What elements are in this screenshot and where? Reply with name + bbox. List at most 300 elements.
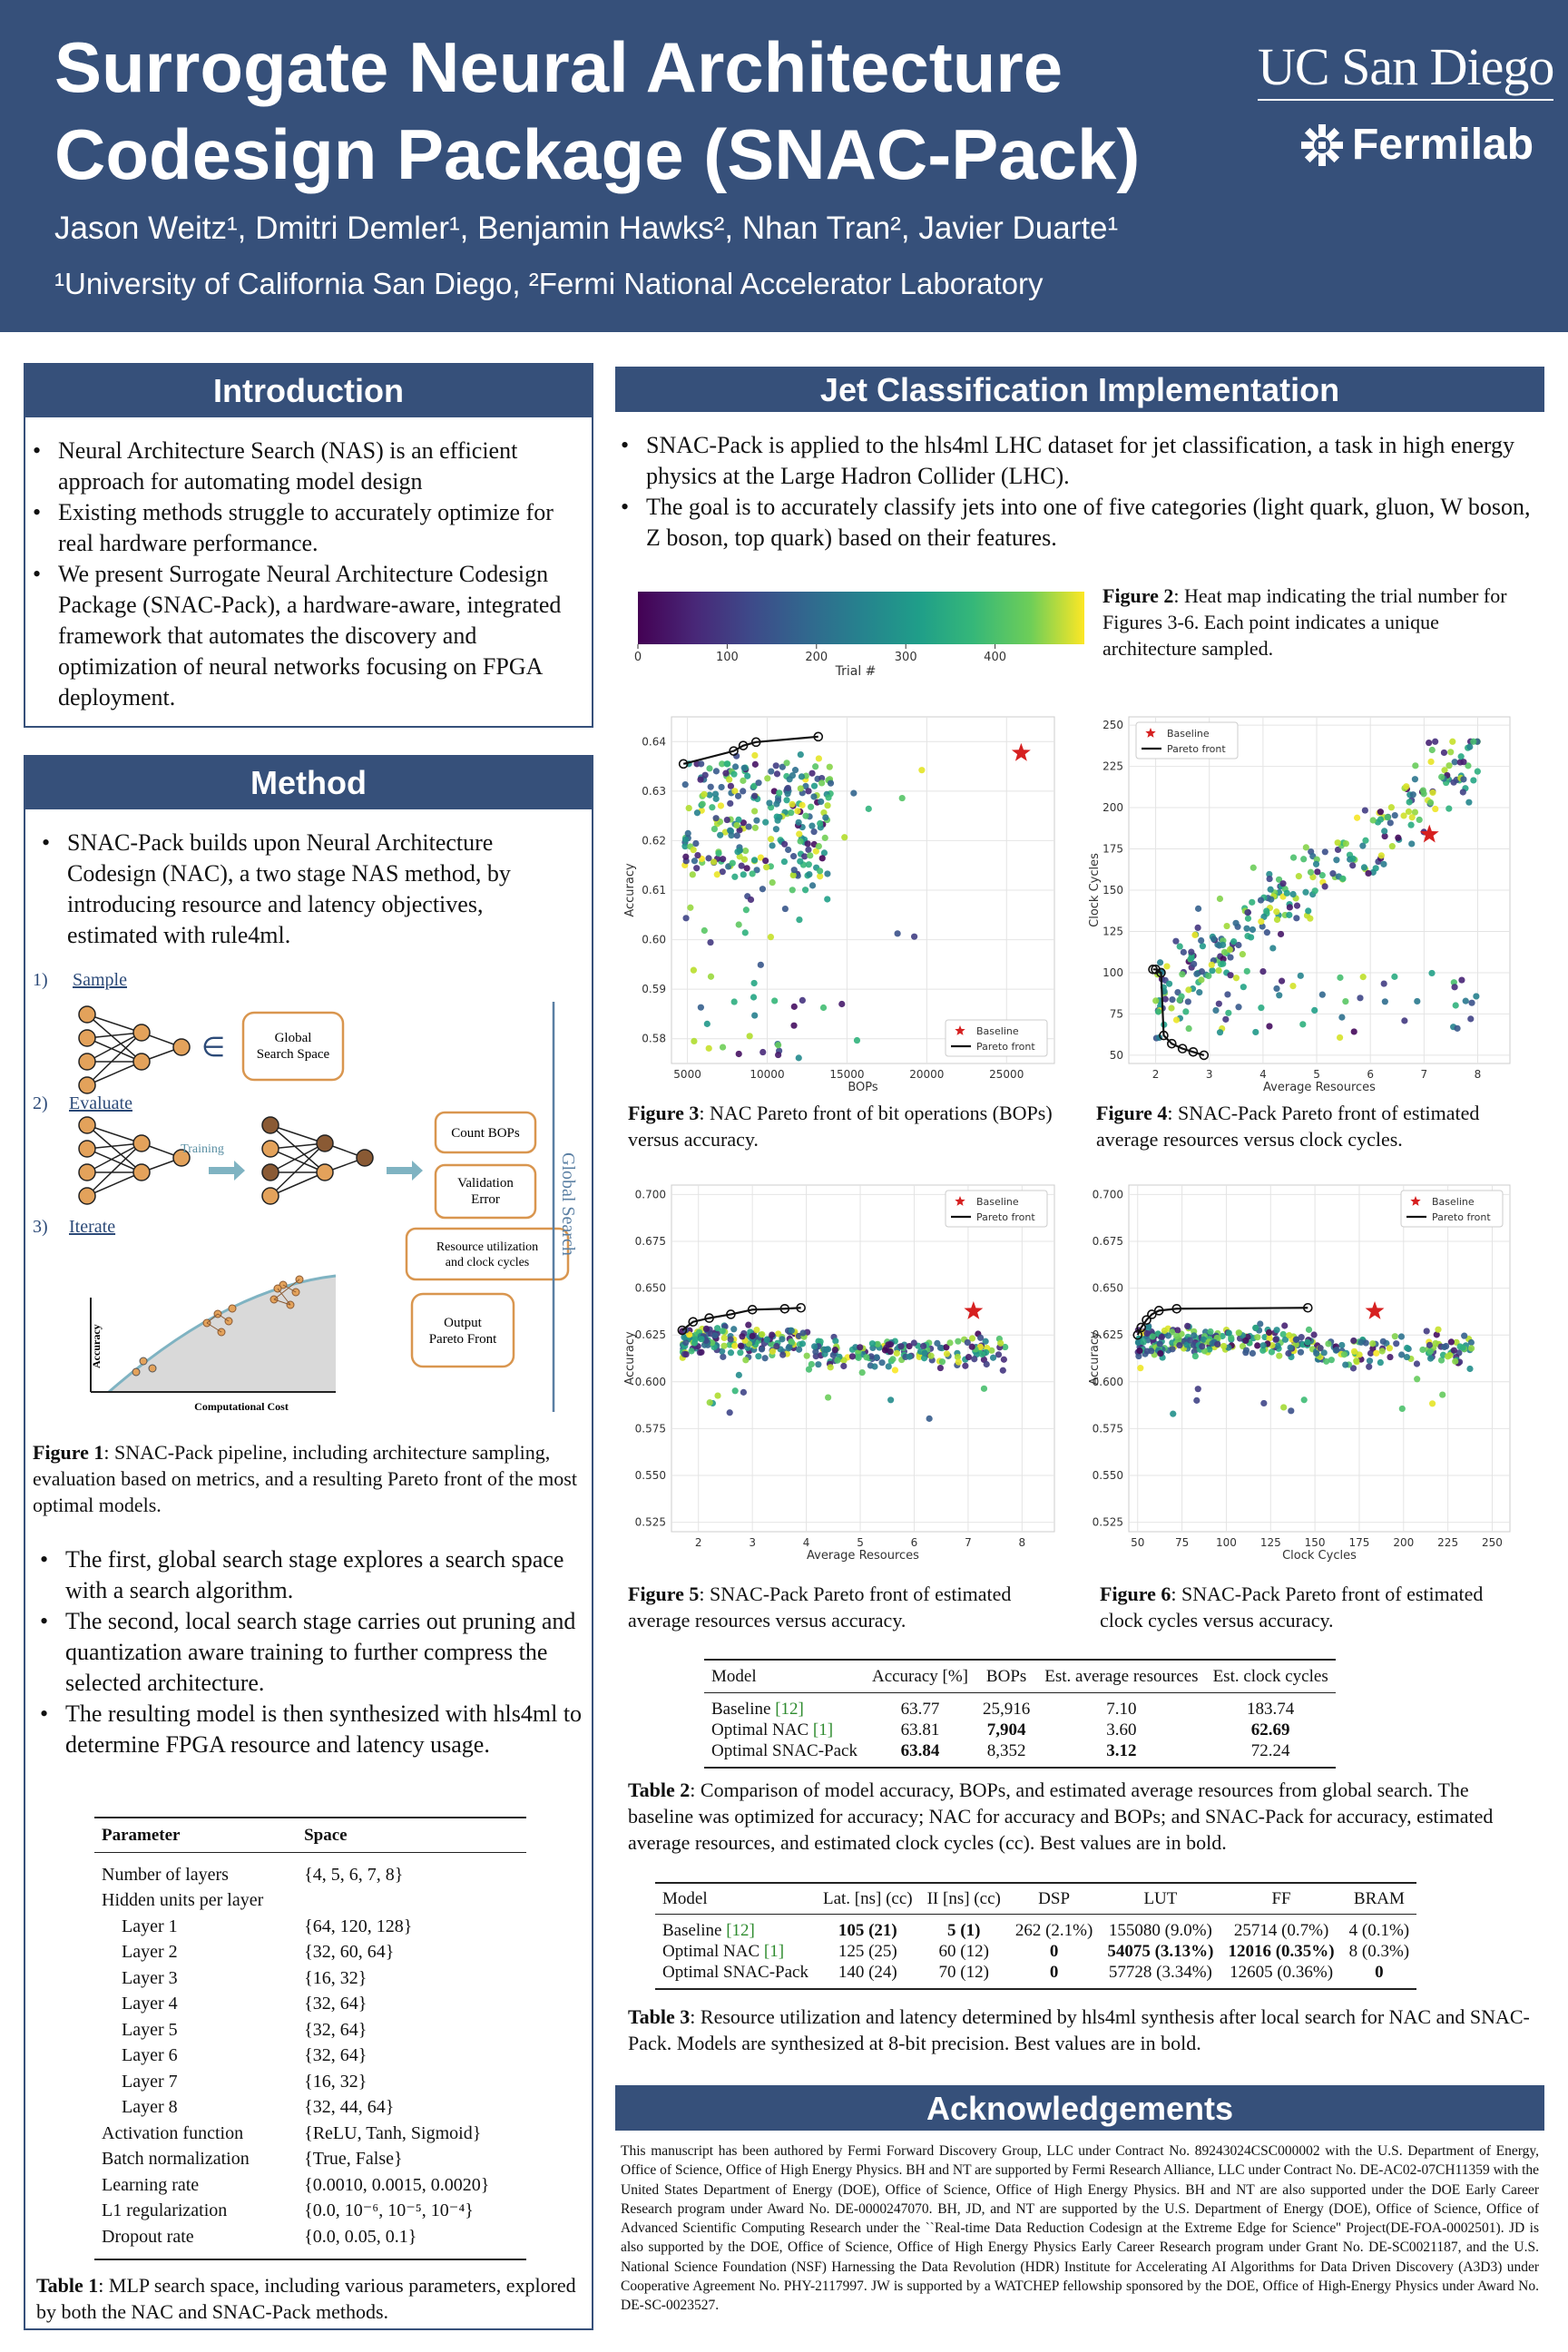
table-cell-value: 60 (12) (938, 1941, 989, 1961)
table-row (655, 1941, 1416, 1962)
x-tick-label: 200 (1393, 1536, 1415, 1549)
y-axis-label: Clock Cycles (1088, 853, 1102, 927)
scatter-point (1148, 1348, 1154, 1354)
scatter-point (1333, 857, 1339, 863)
scatter-point (1212, 1007, 1219, 1014)
chart-legend (946, 1020, 1047, 1056)
scatter-point (752, 761, 759, 768)
figure-2-caption (1102, 583, 1531, 662)
colorbar-tick-label: 200 (805, 651, 828, 664)
x-tick-label: 5000 (673, 1068, 701, 1081)
scatter-point (1285, 1350, 1291, 1357)
scatter-point (1319, 992, 1326, 998)
x-tick-label: 10000 (750, 1068, 785, 1081)
scatter-point (730, 771, 737, 778)
table-row (704, 1720, 1336, 1740)
scatter-point (714, 1392, 720, 1398)
scatter-point (825, 1346, 831, 1352)
scatter-point (1341, 1351, 1348, 1357)
scatter-point (768, 768, 774, 774)
scatter-point (1313, 861, 1319, 867)
jet-bullets (617, 430, 1535, 554)
legend-label: Baseline (976, 1025, 1019, 1037)
table-cell-value: 3.60 (1106, 1720, 1137, 1740)
scatter-point (1276, 1353, 1282, 1359)
scatter-point (1353, 1357, 1359, 1364)
scatter-point (1174, 1327, 1181, 1333)
table-3-caption (628, 2004, 1535, 2056)
scatter-point (703, 1326, 710, 1332)
table-2-header: Est. clock cycles (1212, 1666, 1328, 1686)
scatter-point (791, 867, 798, 873)
x-tick-label: 5 (857, 1536, 864, 1549)
scatter-point (1196, 989, 1202, 995)
x-tick-label: 20000 (909, 1068, 945, 1081)
scatter-point (720, 1328, 726, 1334)
scatter-point (939, 1358, 946, 1365)
citation-link[interactable]: [12] (726, 1920, 755, 1940)
x-tick-label: 15000 (829, 1068, 865, 1081)
list-item: • The goal is to accurately classify jets into one of five categories (light quark, gluon, W boson, Z boson, top quark) based on their features. (617, 492, 1535, 554)
scatter-point (1304, 1339, 1310, 1346)
colorbar-tick-label: 0 (633, 651, 642, 664)
global-search-space-box (243, 1013, 343, 1080)
scatter-point (1176, 1342, 1182, 1348)
scatter-point (766, 799, 772, 806)
scatter-point (1409, 814, 1416, 820)
method-heading: Method (25, 757, 592, 809)
scatter-point (808, 804, 814, 810)
scatter-point (1373, 1350, 1379, 1357)
validation-error-label: Validation Error (457, 1176, 514, 1207)
scatter-point (850, 790, 857, 797)
y-axis-label: Accuracy (623, 863, 637, 917)
element-of-symbol: ∈ (201, 1032, 226, 1063)
table-cell (865, 1720, 975, 1740)
scatter-point (1475, 769, 1481, 775)
scatter-point (1273, 985, 1279, 992)
scatter-point (1318, 1345, 1324, 1351)
table-row (94, 2224, 526, 2260)
scatter-point (799, 997, 806, 1004)
table-2-body (704, 1692, 1336, 1768)
scatter-point (701, 927, 708, 934)
scatter-point (774, 818, 780, 824)
validation-error-box (436, 1165, 535, 1218)
scatter-point (811, 1343, 818, 1349)
scatter-point (738, 1343, 744, 1349)
scatter-point (727, 800, 733, 807)
ucsd-logo: UC San Diego (1258, 36, 1553, 101)
scatter-point (1452, 1358, 1458, 1365)
scatter-point (688, 1348, 694, 1354)
table-cell-value: Baseline (711, 1699, 771, 1719)
scatter-point (811, 783, 818, 789)
scatter-point (1216, 1001, 1222, 1007)
scatter-point (1217, 896, 1223, 902)
table-1-header-parameter: Parameter (102, 1825, 181, 1845)
scatter-point (682, 781, 689, 788)
scatter-point (1312, 887, 1318, 894)
scatter-point (804, 1353, 810, 1359)
scatter-point (1427, 1356, 1434, 1362)
scatter-point (1301, 1396, 1308, 1403)
scatter-point (796, 1347, 802, 1353)
scatter-point (1467, 1015, 1474, 1022)
scatter-point (854, 1037, 860, 1044)
figure-3-caption (628, 1100, 1054, 1152)
scatter-point (722, 770, 729, 777)
scatter-point (698, 1336, 704, 1342)
scatter-point (1260, 1400, 1267, 1406)
scatter-point (1412, 776, 1418, 782)
table-cell (1037, 1720, 1205, 1740)
scatter-point (1272, 1337, 1279, 1343)
scatter-point (1398, 1351, 1405, 1357)
scatter-point (720, 1044, 726, 1050)
y-tick-label: 0.550 (1092, 1469, 1123, 1483)
step-3-number: 3) (33, 1217, 48, 1237)
table-cell-value: Optimal SNAC-Pack (711, 1740, 858, 1760)
scatter-point (1248, 934, 1254, 940)
scatter-point (1342, 1361, 1348, 1367)
scatter-point (1242, 1338, 1249, 1344)
scatter-point (1427, 799, 1434, 806)
scatter-point (1307, 916, 1313, 922)
y-axis-label: Accuracy (623, 1331, 637, 1386)
scatter-point (789, 772, 796, 779)
x-tick-label: 6 (1367, 1068, 1375, 1081)
scatter-point (1302, 889, 1308, 896)
scatter-point (693, 865, 700, 871)
table-3-label: Table 3 (628, 2005, 691, 2028)
table-cell (1100, 1914, 1220, 1941)
scatter-point (1205, 973, 1211, 979)
y-tick-label: 0.600 (634, 1375, 666, 1388)
x-tick-label: 4 (802, 1536, 810, 1549)
scatter-point (824, 870, 830, 877)
y-tick-label: 250 (1102, 719, 1123, 732)
scatter-point (927, 1353, 934, 1359)
scatter-point (1259, 968, 1266, 975)
scatter-point (736, 1372, 742, 1378)
scatter-point (746, 823, 752, 829)
y-tick-label: 0.64 (642, 735, 666, 749)
scatter-point (1284, 890, 1290, 897)
citation-link[interactable]: [1] (763, 1941, 785, 1961)
scatter-point (740, 871, 747, 877)
scatter-point (759, 1346, 765, 1352)
scatter-point (1236, 1329, 1242, 1336)
y-axis-label: Accuracy (1088, 1331, 1102, 1386)
scatter-point (825, 794, 831, 800)
scatter-point (1323, 1358, 1329, 1365)
scatter-point (1280, 1404, 1287, 1410)
scatter-point (1360, 974, 1367, 980)
scatter-point (1380, 1338, 1387, 1345)
table-cell (1008, 1914, 1100, 1941)
scatter-point (1188, 949, 1194, 956)
y-tick-label: 225 (1102, 760, 1123, 773)
scatter-point (1428, 970, 1435, 976)
scatter-point (1260, 1342, 1267, 1348)
scatter-point (1429, 1400, 1436, 1406)
y-tick-label: 0.700 (1092, 1188, 1123, 1201)
table-3-header: LUT (1143, 1888, 1178, 1908)
scatter-point (1173, 1016, 1180, 1023)
table-cell (1037, 1692, 1205, 1720)
chart-legend (1401, 1191, 1503, 1227)
scatter-point (1380, 861, 1387, 867)
table-cell-value: 105 (21) (838, 1920, 897, 1940)
scatter-point (713, 815, 720, 821)
figure-5-label: Figure 5 (628, 1583, 700, 1605)
table-row (94, 2198, 526, 2224)
scatter-point (760, 1049, 766, 1055)
scatter-point (764, 1337, 770, 1343)
y-tick-label: 0.60 (642, 933, 666, 946)
table-cell-value: 125 (25) (838, 1941, 897, 1961)
figure-4-caption (1096, 1100, 1523, 1152)
scatter-point (1252, 1325, 1259, 1331)
method-bullets-bottom (36, 1544, 583, 1760)
scatter-point (1322, 848, 1328, 855)
scatter-point (1207, 1328, 1213, 1335)
figure-4-text: : SNAC-Pack Pareto front of estimated average resources versus clock cycles. (1096, 1102, 1480, 1151)
scatter-point (748, 897, 754, 903)
scatter-point (1373, 865, 1379, 871)
scatter-point (736, 1051, 742, 1057)
scatter-point (816, 843, 822, 849)
affiliations: ¹University of California San Diego, ²Fermi National Accelerator Laboratory (54, 267, 1044, 300)
table-cell-value: 5 (1) (947, 1920, 981, 1940)
scatter-point (1290, 855, 1297, 861)
scatter-point (1240, 951, 1246, 957)
scatter-point (887, 1396, 894, 1403)
scatter-point (965, 1354, 972, 1360)
table-2-header: BOPs (985, 1666, 1027, 1686)
table-cell: Hidden units per layer (102, 1890, 264, 1910)
scatter-point (789, 801, 795, 808)
y-tick-label: 0.700 (634, 1188, 666, 1201)
y-tick-label: 0.525 (634, 1515, 666, 1529)
scatter-point (799, 1329, 806, 1336)
table-cell-value: 4 (0.1%) (1348, 1920, 1410, 1940)
scatter-point (730, 860, 736, 867)
table-1-text: : MLP search space, including various parameters, explored by both the NAC and SNAC-Pack methods. (36, 2274, 576, 2323)
table-row (94, 1939, 526, 1965)
scatter-point (1179, 971, 1185, 977)
legend-label: Pareto front (976, 1211, 1035, 1223)
scatter-point (1365, 870, 1371, 877)
scatter-point (1305, 907, 1311, 914)
table-3-header: BRAM (1353, 1888, 1405, 1908)
scatter-point (1152, 997, 1159, 1004)
figure-6-text: : SNAC-Pack Pareto front of estimated clock cycles versus accuracy. (1100, 1583, 1484, 1632)
scatter-point (956, 1359, 962, 1366)
scatter-point (763, 864, 769, 870)
scatter-point (1157, 1350, 1163, 1357)
scatter-point (984, 1361, 990, 1367)
table-cell (1220, 1914, 1341, 1941)
scatter-point (781, 841, 788, 848)
title-line-1: Surrogate Neural Architecture (54, 27, 1063, 107)
evaluate-arrow-icon (387, 1161, 423, 1181)
table-cell-value: 262 (2.1%) (1014, 1920, 1093, 1940)
scatter-point (937, 1365, 944, 1371)
citation-link[interactable]: [1] (812, 1720, 834, 1740)
scatter-point (1264, 929, 1270, 936)
scatter-point (726, 777, 732, 783)
x-tick-label: 7 (965, 1536, 972, 1549)
scatter-point (1157, 1340, 1163, 1347)
scatter-point (734, 848, 740, 855)
scatter-point (753, 1327, 760, 1333)
scatter-point (1195, 1386, 1201, 1392)
global-search-space-label: Global Search Space (256, 1031, 330, 1062)
scatter-point (1135, 1353, 1142, 1359)
scatter-point (1169, 1346, 1175, 1352)
acknowledgements-panel (615, 2085, 1544, 2336)
scatter-point (1441, 750, 1447, 756)
figure-5-chart (621, 1174, 1062, 1566)
scatter-point (682, 837, 689, 843)
scatter-point (742, 929, 749, 936)
scatter-point (783, 760, 789, 766)
list-item: • SNAC-Pack is applied to the hls4ml LHC dataset for jet classification, a task in high energy physics at the Large Hadron Collider (LHC). (617, 430, 1535, 492)
scatter-point (727, 1409, 733, 1416)
scatter-point (1252, 1029, 1259, 1035)
table-2-caption (628, 1777, 1535, 1856)
table-2-label: Table 2 (628, 1779, 691, 1801)
scatter-point (1266, 1023, 1272, 1029)
scatter-point (724, 817, 730, 823)
x-tick-label: 7 (1420, 1068, 1428, 1081)
table-cell (1220, 1962, 1341, 1989)
scatter-point (1199, 968, 1205, 975)
scatter-point (1224, 991, 1230, 997)
x-tick-label: 6 (910, 1536, 918, 1549)
legend-label: Pareto front (1432, 1211, 1491, 1223)
colorbar-tick-label: 100 (715, 651, 739, 664)
scatter-point (701, 791, 707, 798)
scatter-point (774, 770, 780, 777)
scatter-point (809, 882, 816, 888)
scatter-point (1461, 1333, 1467, 1339)
table-cell (1008, 1962, 1100, 1989)
scatter-point (1293, 915, 1299, 921)
y-tick-label: 200 (1102, 801, 1123, 815)
scatter-point (832, 1338, 838, 1344)
scatter-point (1398, 1333, 1405, 1339)
table-cell: Batch normalization (102, 2149, 250, 2169)
scatter-point (807, 852, 813, 858)
table-cell: Number of layers (102, 1864, 229, 1885)
table-cell: {4, 5, 6, 7, 8} (304, 1864, 404, 1885)
scatter-point (805, 788, 811, 794)
scatter-point (707, 1399, 713, 1406)
scatter-point (1367, 1357, 1373, 1364)
x-tick-label: 50 (1131, 1536, 1145, 1549)
scatter-point (832, 1347, 838, 1353)
scatter-point (1427, 759, 1434, 765)
scatter-point (1427, 1348, 1434, 1355)
scatter-point (1335, 839, 1341, 846)
table-1-header-space: Space (304, 1825, 348, 1845)
scatter-point (712, 1332, 719, 1338)
scatter-point (1209, 967, 1215, 974)
scatter-point (840, 1363, 847, 1369)
y-tick-label: 0.625 (1092, 1328, 1123, 1342)
scatter-point (1466, 1366, 1473, 1372)
table-cell (975, 1740, 1037, 1768)
scatter-point (1470, 777, 1476, 783)
table-cell (816, 1914, 920, 1941)
scatter-point (775, 1052, 781, 1058)
scatter-point (1338, 1342, 1345, 1348)
scatter-point (1349, 862, 1356, 868)
y-tick-label: 0.61 (642, 884, 666, 897)
scatter-point (790, 853, 797, 859)
table-cell: {0.0010, 0.0015, 0.0020} (304, 2174, 490, 2195)
table-cell: Layer 4 (122, 1994, 178, 2014)
scatter-point (1404, 1345, 1410, 1351)
scatter-point (1173, 1333, 1180, 1339)
scatter-point (825, 1394, 831, 1400)
scatter-point (717, 832, 723, 838)
table-cell (816, 1962, 920, 1989)
scatter-point (841, 834, 848, 840)
scatter-point (1159, 1334, 1165, 1340)
scatter-point (731, 1343, 738, 1349)
x-axis-label: BOPs (848, 1081, 878, 1094)
scatter-point (1387, 1345, 1393, 1351)
y-tick-label: 0.525 (1092, 1515, 1123, 1529)
scatter-point (955, 1338, 961, 1345)
citation-link[interactable]: [12] (775, 1699, 804, 1719)
scatter-point (1161, 1328, 1168, 1334)
scatter-point (1447, 749, 1454, 755)
table-row (94, 1914, 526, 1940)
table-cell (1008, 1941, 1100, 1962)
table-cell (920, 1914, 1008, 1941)
scatter-point (1432, 1340, 1438, 1347)
scatter-point (822, 814, 828, 820)
plot-area (671, 1185, 1054, 1532)
scatter-point (979, 1351, 985, 1357)
scatter-point (1432, 806, 1438, 812)
scatter-point (1381, 980, 1387, 986)
scatter-point (799, 802, 805, 808)
scatter-point (885, 1341, 891, 1348)
table-row (655, 1914, 1416, 1941)
scatter-point (1311, 1331, 1318, 1338)
step-2-evaluate: Evaluate (69, 1093, 132, 1113)
scatter-point (718, 802, 724, 808)
scatter-point (815, 1361, 821, 1367)
scatter-point (758, 962, 764, 968)
table-cell-value: 7,904 (986, 1720, 1026, 1740)
table-cell-value: 8 (0.3%) (1348, 1941, 1410, 1961)
scatter-point (1244, 968, 1250, 975)
scatter-point (1426, 1342, 1433, 1348)
resource-utilization-box (407, 1229, 568, 1279)
scatter-point (1266, 1329, 1272, 1336)
table-cell-value: Baseline (662, 1920, 722, 1940)
scatter-point (921, 1350, 927, 1357)
scatter-point (806, 861, 812, 867)
scatter-point (740, 788, 746, 794)
